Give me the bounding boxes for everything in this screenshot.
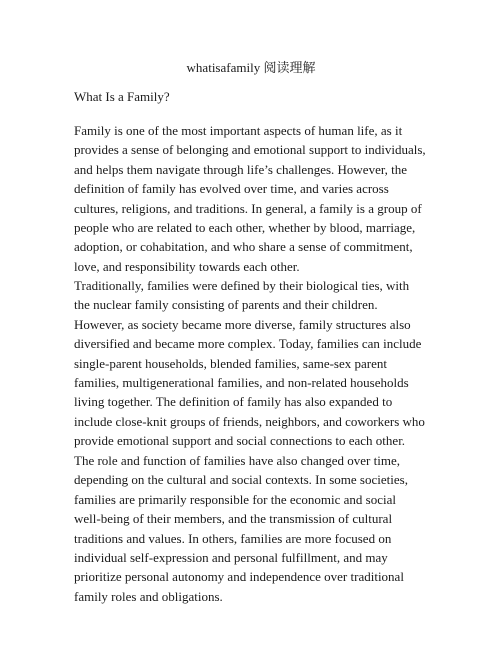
paragraph-line: provide emotional support and social connections to each other. (74, 433, 406, 449)
paragraph-line: cultures, religions, and traditions. In general, a family is a group of (74, 200, 422, 216)
paragraph-line: prioritize personal autonomy and independence over traditional (74, 569, 404, 585)
paragraph-1 (74, 121, 446, 276)
paragraph-line: the nuclear family consisting of parents and their children. (74, 297, 378, 313)
paragraph-line: include close-knit groups of friends, neighbors, and coworkers who (74, 413, 425, 429)
paragraph-3 (74, 451, 446, 606)
paragraph-line: people who are related to each other, whether by blood, marriage, (74, 220, 416, 236)
paragraph-line: diversified and became more complex. Today, families can include (74, 336, 422, 352)
paragraph-line: Traditionally, families were defined by their biological ties, with (74, 278, 410, 293)
paragraph-line: provides a sense of belonging and emotional support to individuals, (74, 142, 426, 158)
document-title: whatisafamily 阅读理解 (186, 60, 316, 75)
paragraph-2 (74, 276, 446, 451)
paragraph-line: individual self-expression and personal fulfillment, and may (74, 550, 388, 566)
paragraph-line: However, as society became more diverse, family structures also (74, 316, 411, 332)
paragraph-line: well-being of their members, and the transmission of cultural (74, 511, 393, 527)
paragraph-line: definition of family has evolved over time, and varies across (74, 181, 389, 197)
paragraph-line: and helps them navigate through life’s challenges. However, the (74, 161, 408, 177)
article-heading: What Is a Family? (74, 89, 170, 104)
paragraph-line: adoption, or cohabitation, and who share a sense of commitment, (74, 239, 413, 255)
paragraph-line: single-parent households, blended families, same-sex parent (74, 355, 387, 371)
paragraph-line: The role and function of families have also changed over time, (74, 453, 400, 468)
paragraph-line: traditions and values. In others, families are more focused on (74, 530, 392, 546)
paragraph-line: families are primarily responsible for the economic and social (74, 491, 396, 507)
paragraph-line: love, and responsibility towards each other. (74, 258, 300, 274)
paragraph-line: living together. The definition of family has also expanded to (74, 394, 393, 410)
paragraph-line: Family is one of the most important aspects of human life, as it (74, 123, 403, 138)
paragraph-line: family roles and obligations. (74, 588, 223, 604)
paragraph-line: families, multigenerational families, and non-related households (74, 375, 409, 391)
paragraph-line: depending on the cultural and social contexts. In some societies, (74, 472, 408, 488)
